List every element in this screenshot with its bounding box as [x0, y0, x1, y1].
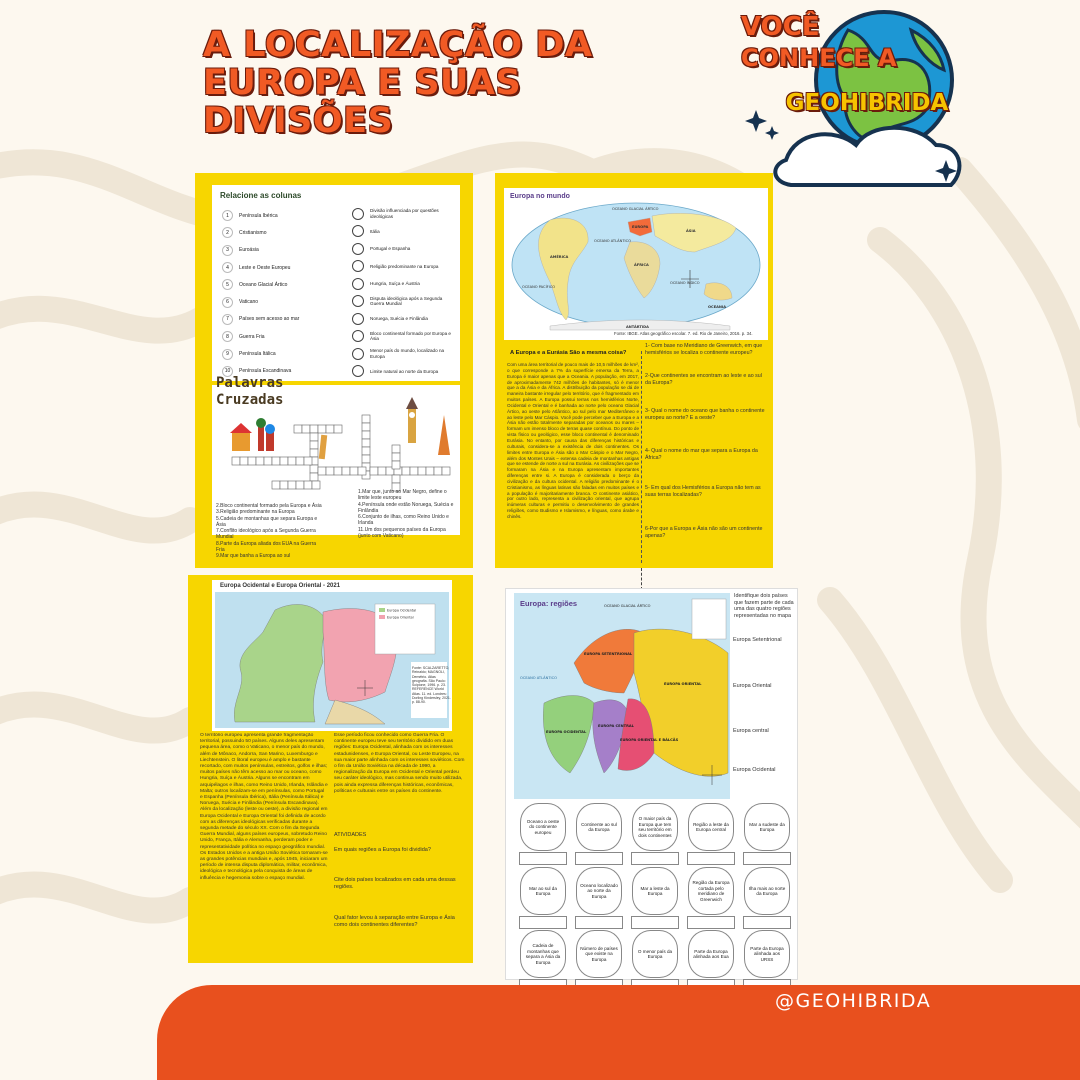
activity-question-3: Qual fator levou à separação entre Europa e Ásia como dois continentes diferentes?	[334, 915, 455, 928]
right-item-label: Religião predominante na Europa	[370, 263, 439, 269]
crossword-sheet	[212, 375, 460, 560]
answer-box[interactable]	[743, 852, 791, 865]
map-question: 5- Em qual dos Hemisférios a Europa não tem as suas terras localizadas?	[645, 485, 761, 498]
cold-war-text: Esse período ficou conhecido como Guerra Fria. O continente europeu teve seu território dividido em duas regiões: Europa Ocidental, alinhada com os interesses estadunidenses, e Europa Oriental, ou Leste Europeu, na sua maior parte alinhada com os interesses soviéticos. Com o fim da União Soviética na década de 1990, a regionalização da Europa em Ocidental e Oriental perdeu seu caráter ideológico, mas continua sendo muito utilizada, pois ainda expressa diferenças históricas, econômicas, políticas e culturais entre os países do continente.	[334, 733, 465, 794]
region-label-north: EUROPA SETENTRIONAL	[584, 652, 633, 656]
worksheet-panel-2	[495, 173, 773, 568]
answer-circle[interactable]	[352, 208, 364, 220]
hexagon-clue	[744, 867, 790, 915]
world-map-title: Europa no mundo	[510, 193, 570, 200]
map-label-asia: ÁSIA	[686, 229, 696, 233]
crossword-clue: 6.Conjunto de ilhas, como Reino Unido e Irlanda	[358, 514, 449, 527]
europe-division-text: O território europeu apresenta grande fragmentação territorial, possuindo 50 países. Alguns deles apresentam pequena área, como o Vaticano, o menor país do mundo, além de Mônaco, Andorra, San Marino, Luxemburgo e Liechtenstein. O litoral europeu é amplo e bastante recortado, com muitos penínsulas, estreitos, golfos e ilhas; muitos países não têm acesso ao mar ou oceano, como Hungria, Suíça e Áustria. Alguns se encontram em arquipélagos e ilhas, como Reino Unido, Irlanda, Islândia e Malta; outros localizam-se em penínsulas, como Portugal e Espanha (Península Ibérica), Itália (Península Itálica) e Noruega, Suécia e Finlândia (Península Escandinava). Além da localização (leste ou oeste), a divisão regional em Europa Ocidental e Europa Oriental foi definida de acordo com as diferenças ideológicas verificadas durante a segunda metade do século XX. Com o fim da Segunda Guerra Mundial, alguns países europeus, sobretudo Reino Unido, França, Itália e Alemanha, perderam poder e representatividade política no espaço geográfico mundial. Os Estados Unidos e a antiga União Soviética tornaram-se as grandes potências mundiais e, após 1945, iniciaram um período de intensa disputa diplomática, militar, econômica, ideológica e tecnológica pela conquista de áreas de influência e hegemonia sobre o espaço mundial.	[200, 733, 328, 881]
map-question: 3- Qual o nome do oceano que banha o continente europeu ao norte? E a oeste?	[645, 408, 765, 421]
region-label-west: EUROPA OCIDENTAL	[546, 730, 587, 734]
activities-label: ATIVIDADES	[334, 832, 367, 838]
map-label-antarctica: ANTÁRTIDA	[626, 325, 649, 329]
europe-east-west-map-sheet	[212, 580, 452, 731]
europe-regions-map	[514, 593, 730, 799]
east-west-map	[215, 592, 449, 728]
right-item	[352, 223, 457, 241]
title-line-1: A LOCALIZAÇÃO DA	[203, 25, 593, 65]
left-item	[222, 311, 330, 328]
item-number: 7	[222, 314, 233, 325]
regions-instruction: Identifique dois países que fazem parte de cada uma das quatro regiões representadas no mapa	[734, 593, 794, 619]
answer-box[interactable]	[687, 852, 735, 865]
column-divider	[641, 351, 642, 563]
hexagon-clue-text: Mar a sudeste da Europa	[749, 821, 785, 832]
left-item-label: Cristianismo	[239, 229, 267, 236]
left-item-label: Península Escandinava	[239, 368, 292, 375]
left-item	[222, 276, 330, 293]
hexagon-clue-text: Região a leste da Europa central	[693, 821, 729, 832]
title-line-2: EUROPA E SUAS	[203, 63, 522, 103]
left-item-label: Península Itálica	[239, 351, 276, 358]
left-item-label: Leste e Oeste Europeu	[239, 264, 291, 271]
hexagon-clue-text: Mar a leste da Europa	[640, 885, 670, 896]
hexagon-clue	[688, 867, 734, 915]
hexagon-clue	[576, 930, 622, 978]
right-item-label: Disputa ideológica após a Segunda Guerra Mundial	[370, 295, 443, 307]
left-column	[222, 207, 330, 380]
item-number: 5	[222, 279, 233, 290]
right-item	[352, 328, 457, 346]
crossword-title-1: Palavras	[216, 375, 284, 391]
right-item	[352, 240, 457, 258]
eurasia-heading: A Europa e a Eurásia São a mesma coisa?	[510, 350, 627, 356]
hexagon-clue-text: Cadeia de montanhas que separa a Ásia da Europa	[525, 943, 561, 965]
arctic-ocean-label: OCEANO GLACIAL ÁRTICO	[604, 604, 651, 608]
activity-question-1: Em quais regiões a Europa foi dividida?	[334, 847, 431, 853]
hexagon-clue	[688, 803, 734, 851]
answer-box[interactable]	[575, 916, 623, 929]
hexagon-clue	[576, 803, 622, 851]
title-line-3: DIVISÕES	[203, 101, 394, 141]
right-item-label: Limite natural ao norte da Europa	[370, 368, 439, 374]
item-number: 4	[222, 262, 233, 273]
left-item	[222, 345, 330, 362]
atlantic-ocean-label: OCEANO ATLÂNTICO	[520, 676, 557, 680]
right-item	[352, 275, 457, 293]
item-number: 2	[222, 227, 233, 238]
crossword-clues-left	[216, 503, 326, 560]
right-item	[352, 258, 457, 276]
answer-circle[interactable]	[352, 260, 364, 272]
dashed-connector	[641, 568, 642, 590]
map-question: 6-Por que a Europa e Ásia não são um continente apenas?	[645, 526, 763, 539]
side-label-east: Europa Oriental	[733, 683, 772, 689]
hexagon-clue-text: Mar ao sul da Europa	[529, 885, 557, 896]
answer-circle[interactable]	[352, 225, 364, 237]
map-question: 1- Com base no Meridiano de Greenwich, em que hemisférios se localiza o continente europeu?	[645, 343, 763, 356]
worksheet-panel-1	[195, 173, 473, 568]
hexagon-clue-text: Parte da Europa alinhada aos URSS	[750, 945, 784, 962]
activity-question-2: Cite dois países localizados em cada uma dessas regiões.	[334, 877, 456, 890]
item-number: 8	[222, 331, 233, 342]
answer-circle[interactable]	[352, 295, 364, 307]
map-question: 2-Que continentes se encontram ao leste e ao sul da Europa?	[645, 373, 762, 386]
right-item-label: Divisão influenciada por questões ideológicas	[370, 208, 439, 219]
right-item	[352, 310, 457, 328]
left-item	[222, 328, 330, 345]
left-item-label: Guerra Fria	[239, 333, 265, 340]
left-item	[222, 293, 330, 310]
world-map-sheet	[504, 188, 768, 340]
crossword-clue: 5.Cadeia de montanhas que separa Europa e Ásia	[216, 515, 318, 528]
map-label-europa: EUROPA	[632, 225, 649, 229]
crossword-clue: 11.Um dos pequenos países da Europa (junto com Vaticano)	[358, 526, 446, 540]
east-west-map-source: Fonte: SCALZARETTO, Reinaldo; MAGNOLI, Demétrio. Atlas geografia. São Paulo: Scipione, 1996. p. 23. REFERENCE World Atlas. 11. ed. Londres: Dorling Kindersley, 2021. p. 88-90.	[412, 666, 451, 705]
answer-circle[interactable]	[352, 348, 364, 360]
worksheet-panel-4	[505, 588, 798, 980]
item-number: 9	[222, 349, 233, 360]
regions-map-drawing	[514, 593, 730, 799]
regions-map-title: Europa: regiões	[520, 599, 578, 608]
hexagon-clue-text: Oceano a oeste do continente europeu	[526, 818, 560, 835]
hexagon-clue	[632, 803, 678, 851]
side-label-west: Europa Ocidental	[733, 767, 776, 773]
social-handle: @GEOHIBRIDA	[775, 990, 932, 1012]
side-label-central: Europa central	[733, 728, 769, 734]
badge-conhece: CONHECE A	[741, 44, 897, 72]
item-number: 6	[222, 297, 233, 308]
answer-circle[interactable]	[352, 278, 364, 290]
answer-box[interactable]	[519, 852, 567, 865]
right-item	[352, 363, 457, 381]
right-item-label: Noruega, Suécia e Finlândia	[370, 316, 428, 322]
crossword-clues-right	[358, 489, 458, 539]
left-item-label: Oceano Glacial Ártico	[239, 281, 288, 288]
left-item-label: Península Ibérica	[239, 212, 278, 219]
hexagon-clue	[520, 867, 566, 915]
right-item-label: Hungria, Suíça e Áustria	[370, 281, 420, 287]
crossword-clue: 3.Religião predominante na Europa	[216, 509, 295, 516]
crossword-title-2: Cruzadas	[216, 392, 284, 408]
hexagon-clue	[632, 867, 678, 915]
hexagon-clue-text: O menor país da Europa	[637, 948, 673, 959]
right-column	[352, 205, 457, 380]
item-number: 1	[222, 210, 233, 221]
map-label-america: AMÉRICA	[550, 255, 569, 259]
world-map-source: Fonte: IBGE. Atlas geográfico escolar. 7. ed. Rio de Janeiro, 2016. p. 34.	[614, 331, 753, 336]
region-label-balkans: EUROPA ORIENTAL E BÁLCÃS	[620, 738, 679, 742]
left-item	[222, 207, 330, 224]
answer-circle[interactable]	[352, 243, 364, 255]
badge-voce: VOCÊ	[741, 12, 820, 42]
hexagon-clue-text: Oceano localizado ao norte da Europa	[580, 882, 618, 899]
crossword-clue: 2.Bloco continental formado pela Europa e Ásia	[216, 503, 322, 509]
answer-circle[interactable]	[352, 330, 364, 342]
map-label-arctic: OCEANO GLACIAL ÁRTICO	[612, 207, 659, 211]
crossword-clue: 4.Península onde estão Noruega, Suécia e Finlândia	[358, 501, 454, 514]
map-label-pacific: OCEANO PACÍFICO	[522, 285, 556, 289]
map-label-africa: ÁFRICA	[634, 263, 649, 267]
hexagon-clue-text: O maior país da Europa que tem seu território em dois continentes	[638, 816, 672, 838]
hexagon-clue	[520, 803, 566, 851]
region-label-east: EUROPA ORIENTAL	[664, 682, 702, 686]
item-number: 3	[222, 245, 233, 256]
worksheet-panel-3	[188, 575, 473, 963]
hexagon-clue-text: Ilha mais ao norte da Europa	[748, 885, 786, 896]
eurasia-text: Com uma área territorial de pouco mais de 10,5 milhões de km², o que corresponde a 7% da superfície emersa da Terra, a Europa é maior apenas que a Oceania. A população, em 2017, de aproximadamente 742 milhões de habitantes, só é menor que a da Ásia e da África. A distribuição da população se dá de maneira bastante irregular pelo território, que é fragmentado em muitos países. A Europa possui terras nos hemisférios Norte, Ocidental e Oriental e é banhada ao norte pelo oceano Glacial Ártico, ao oeste pelo Atlântico, ao sul pelo mar Mediterrâneo e ao leste pelo Mar Cáspio. Você pode perceber que a Europa e a Ásia não estão totalmente separadas por oceanos ou mares – formam um imenso bloco de terras quase contínuo. Do ponto de vista físico ou geológico, esse bloco continental é denominado Eurásia. No entanto, por causa das diferenças históricas e culturais, considera-se a existência de dois continentes. Os limites entre Europa e Ásia são o Mar Cáspio e o Mar Negro, além dos Montes Urais – extensa cadeia de montanhas antigas que se estende de norte a sul na Eurásia. As civilizações que se formaram na Ásia e na Europa apresentam importantes diferenças entre si. A Europa é considerada o berço da civilização e da cultura ocidental. A religião predominante é o Cristianismo, as línguas latinas são faladas em muitos países e a população é majoritariamente branca. O continente asiático, por outro lado, representa a civilização oriental, que agrupa inúmeras culturas e permitiu o desenvolvimento de grandes religiões, como Budismo e Islamismo, e línguas, como árabe e chinês.	[507, 362, 639, 519]
hexagon-clue-text: Região da Europa cortada pelo meridiano de Greenwich	[692, 880, 730, 902]
hexagon-clue	[632, 930, 678, 978]
answer-circle[interactable]	[352, 313, 364, 325]
footer-bar	[157, 985, 1080, 1080]
hexagon-clue	[576, 867, 622, 915]
crossword-clue: 8.Parte da Europa aliada dos EUA na Guerra Fria	[216, 540, 317, 554]
right-item	[352, 345, 457, 363]
left-item	[222, 242, 330, 259]
right-item-label: Itália	[370, 228, 380, 234]
answer-circle[interactable]	[352, 365, 364, 377]
legend-west: Europa Ocidental	[387, 608, 417, 613]
hexagon-clue-text: Número de países que existe na Europa	[580, 945, 618, 962]
hexagon-clue	[520, 930, 566, 978]
left-item-label: Vaticano	[239, 299, 259, 306]
map-question: 4- Qual o nome do mar que separa a Europa da África?	[645, 448, 758, 461]
badge-brand: GEOHIBRIDA	[785, 90, 949, 116]
left-item	[222, 224, 330, 241]
hexagon-clue	[744, 930, 790, 978]
east-west-map-title: Europa Ocidental e Europa Oriental - 2021	[220, 583, 341, 589]
answer-box[interactable]	[743, 916, 791, 929]
legend-east: Europa Oriental	[387, 615, 414, 620]
answer-box[interactable]	[519, 916, 567, 929]
crossword-clue: 7.Conflito ideológico após a Segunda Guerra Mundial	[216, 528, 316, 541]
left-item-label: Euroásia	[239, 247, 259, 254]
hexagon-clue-text: Parte da Europa alinhada aos Eua	[693, 948, 729, 959]
right-item-label: Menor país do mundo, localizado na Europa	[370, 348, 445, 359]
answer-box[interactable]	[687, 916, 735, 929]
hexagon-clue	[688, 930, 734, 978]
right-item-label: Bloco continental formado por Europa e Ásia	[370, 330, 451, 342]
answer-box[interactable]	[631, 916, 679, 929]
crossword-clue: 1.Mar que, junto ao Mar Negro, define o limite leste europeu	[358, 489, 447, 502]
map-label-indian: OCEANO ÍNDICO	[670, 281, 700, 285]
hexagon-clue	[744, 803, 790, 851]
side-label-north: Europa Setentrional	[733, 637, 782, 643]
left-item-label: Países sem acesso ao mar	[239, 316, 300, 323]
map-label-atlantic: OCEANO ATLÂNTICO	[594, 239, 631, 243]
page-title	[203, 26, 623, 140]
relate-columns-sheet	[212, 185, 460, 381]
answer-box[interactable]	[575, 852, 623, 865]
world-map	[510, 202, 762, 332]
region-label-central: EUROPA CENTRAL	[598, 724, 634, 728]
right-item	[352, 293, 457, 311]
map-label-oceania: OCEANIA	[708, 305, 727, 309]
answer-box[interactable]	[631, 852, 679, 865]
hexagon-clue-text: Continente ao sul da Europa	[581, 821, 617, 832]
right-item	[352, 205, 457, 223]
crossword-clue: 9.Mar que banha a Europa ao sul	[216, 553, 291, 560]
relate-heading: Relacione as colunas	[220, 191, 302, 200]
left-item	[222, 259, 330, 276]
item-number: 10	[222, 366, 233, 377]
right-item-label: Portugal e Espanha	[370, 246, 411, 252]
